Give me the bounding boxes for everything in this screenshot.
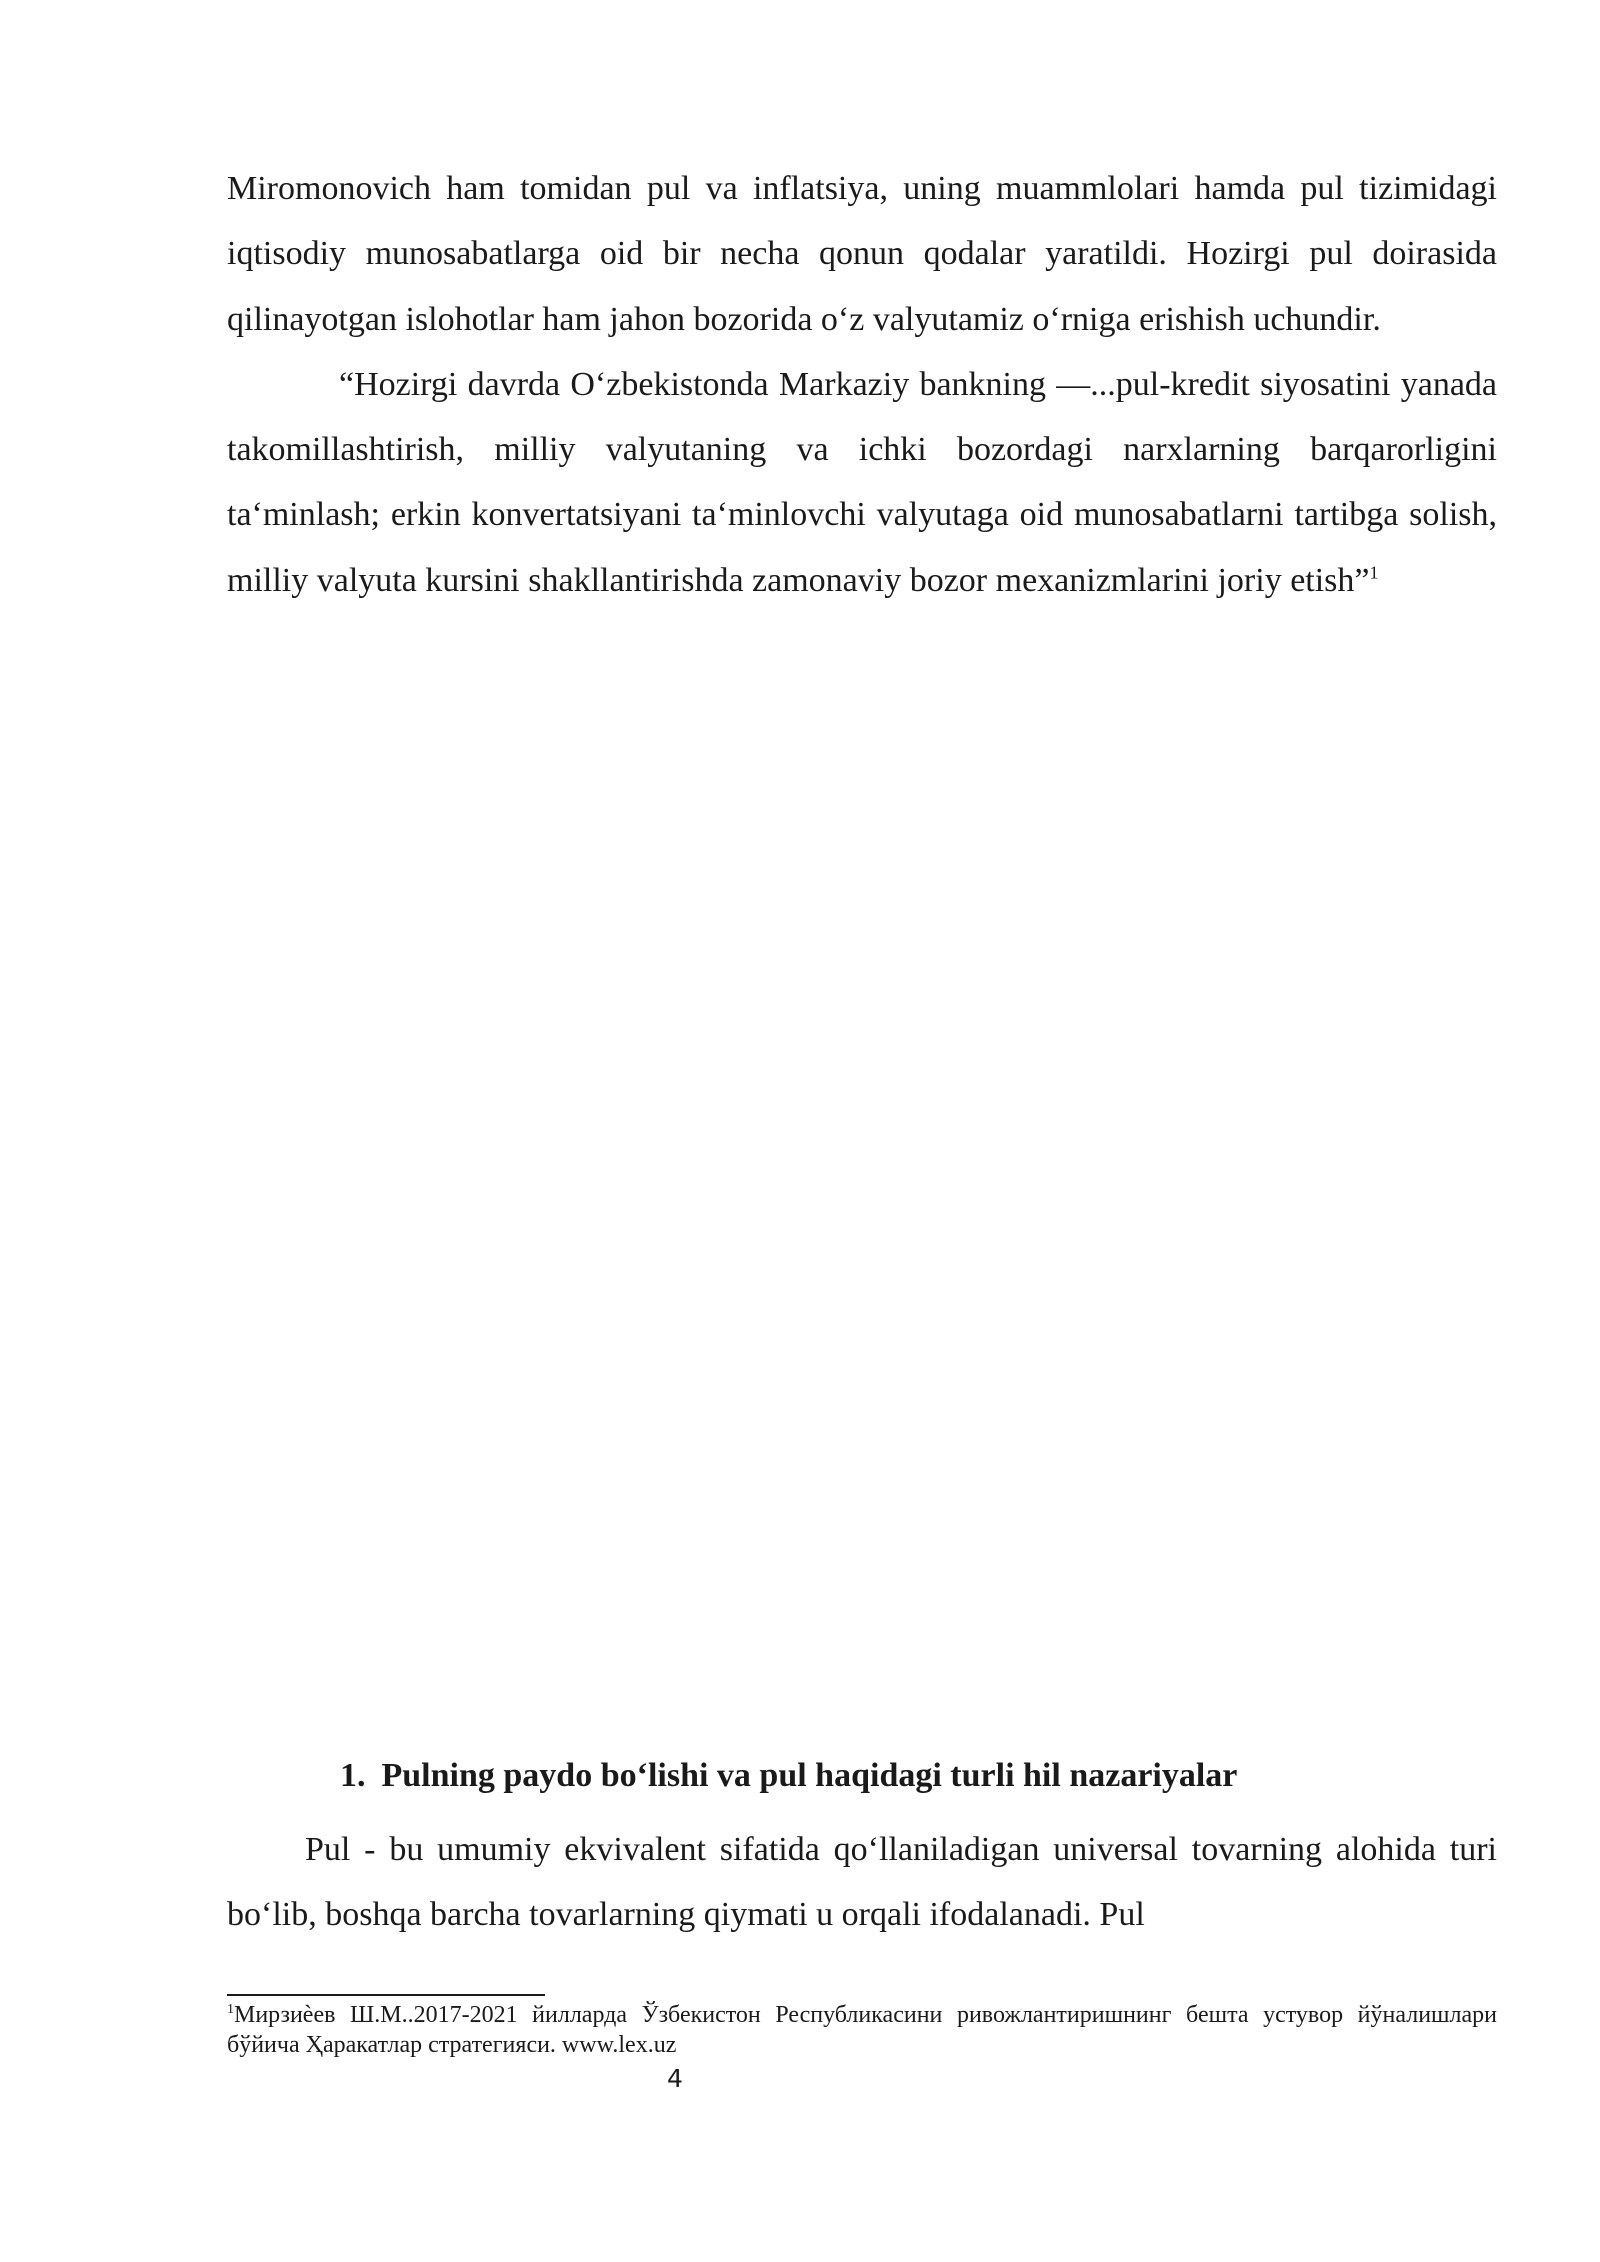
quote-text: “Hozirgi davrda O‘zbekistonda Markaziy bankning ―...pul-kredit siyosatini yanada takomillashtirish, milliy valyutaning va ichki bozordagi narxlarning barqarorligini ta‘minlash; erkin konvertatsiyani ta‘minlovchi valyutaga oid munosabatlarni tartibga solish, milliy valyuta kursini shakllantirishda zamonaviy bozor mexanizmlarini joriy etish” xyxy=(227,365,1497,599)
paragraph-1: Miromonovich ham tomidan pul va inflatsiya, uning muammlolari hamda pul tizimidagi iqtisodiy munosabatlarga oid bir necha qonun qodalar yaratildi. Hozirgi pul doirasida qilinayotgan islohotlar ham jahon bozorida o‘z valyutamiz o‘rniga erishish uchundir. xyxy=(227,170,1497,338)
section-paragraph-1: Pul - bu umumiy ekvivalent sifatida qo‘llaniladigan universal tovarning alohida turi bo‘lib, boshqa barcha tovarlarning qiymati u orqali ifodalanadi. Pul xyxy=(227,1831,1497,1934)
page-number: 4 xyxy=(667,2064,683,2093)
footnote-separator xyxy=(227,1994,545,1996)
paragraph-2-quote xyxy=(227,352,1497,613)
body-text-section xyxy=(227,1817,1497,1948)
footnote-reference[interactable]: 1 xyxy=(1369,562,1379,583)
footnote-text: Мирзиѐев Ш.М..2017-2021 йилларда Ўзбекистон Республикасини ривожлантиришнинг бешта устувор йўналишлари бўйича Ҳаракатлар стратегияси. www.lex.uz xyxy=(227,2002,1497,2058)
section-title: Pulning paydo bo‘lishi va pul haqidagi turli hil nazariyalar xyxy=(381,1757,1238,1794)
section-number: 1. xyxy=(340,1757,366,1794)
section-heading xyxy=(340,1752,1440,1800)
body-text-top xyxy=(227,156,1497,613)
footnote xyxy=(227,2000,1497,2060)
footnote-marker: 1 xyxy=(227,2002,234,2017)
